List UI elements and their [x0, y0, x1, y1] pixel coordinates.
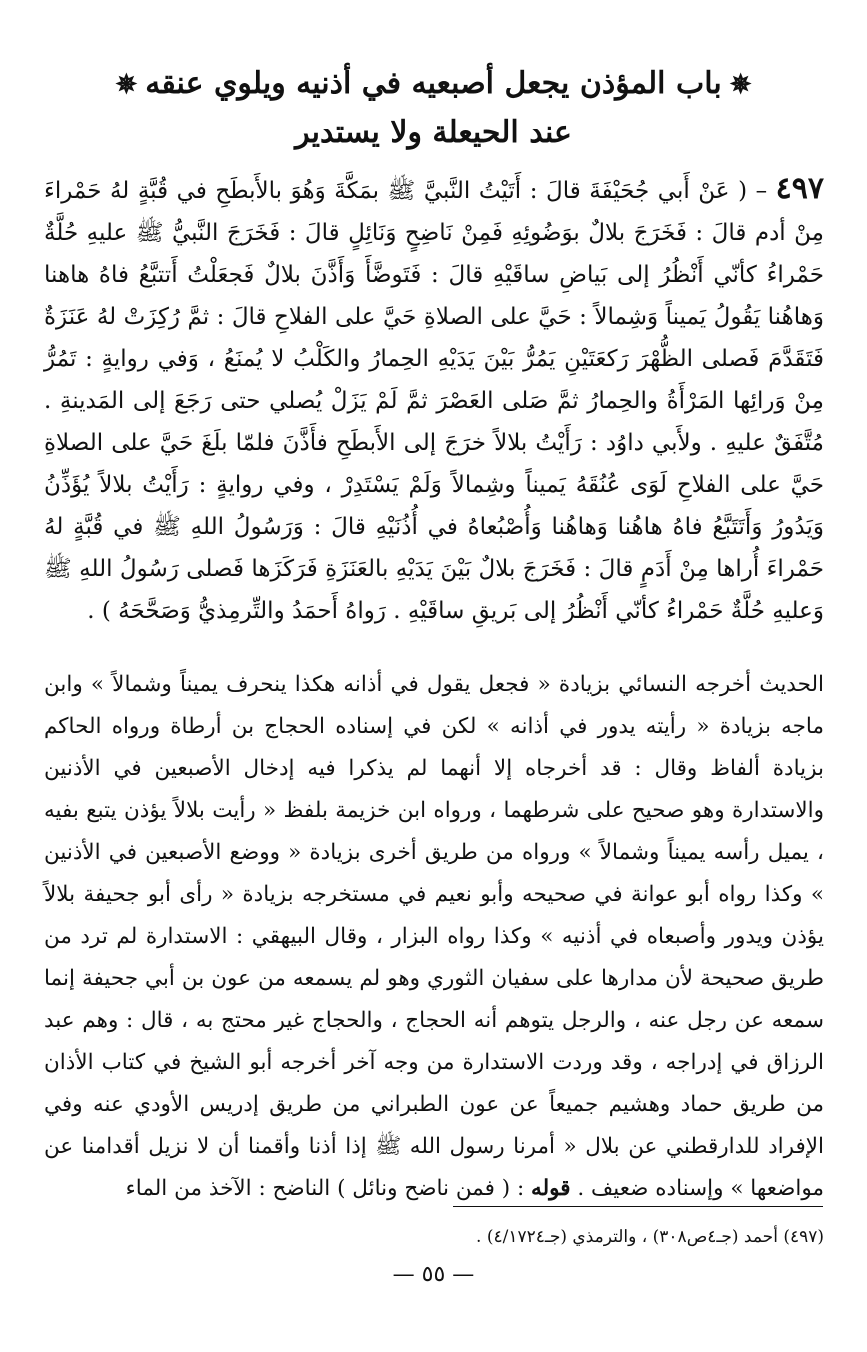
chapter-heading: [40, 60, 827, 157]
star-ornament-icon: ✵: [115, 70, 138, 100]
hadith-text: [44, 168, 824, 632]
star-ornament-icon: ✵: [729, 70, 752, 100]
qawl-text: : ( فمن ناضح ونائل ) الناضح : الآخذ من الماء: [125, 1176, 525, 1201]
chapter-heading-line-1: [40, 60, 827, 109]
qawl-label: قوله: [531, 1176, 571, 1201]
commentary-body: الحديث أخرجه النسائي بزيادة « فجعل يقول في أذانه هكذا ينحرف يميناً وشمالاً » وابن ماجه بزيادة « رأيته يدور في أذانه » لكن في إسناده الحجاج بن أرطاة ورواه الحاكم بزيادة ألفاظ وقال : قد أخرجاه إلا أنهما لم يذكرا فيه إدخال الأصبعين في الأذنين والاستدارة وهو صحيح على شرطهما ، ورواه ابن خزيمة بلفظ « رأيت بلالاً يؤذن يتبع بفيه ، يميل رأسه يميناً وشمالاً » ورواه من طريق أخرى بزيادة « ووضع الأصبعين في الأذنين » وكذا رواه أبو عوانة في صحيحه وأبو نعيم في مستخرجه بزيادة « رأى أبو جحيفة بلالاً يؤذن ويدور وأصبعاه في أذنيه » وكذا رواه البزار ، وقال البيهقي : الاستدارة لم ترد من طريق صحيحة لأن مدارها على سفيان الثوري وهو لم يسمعه من عون بن أبي جحيفة إنما سمعه عن رجل عنه ، والرجل يتوهم أنه الحجاج ، والحجاج غير محتج به ، قال : وهم عبد الرزاق في إدراجه ، وقد وردت الاستدارة من وجه آخر أخرجه أبو الشيخ في كتاب الأذان من طريق حماد وهشيم جميعاً عن عون الطبراني من طريق إدريس الأودي عنه وفي الإفراد للدارقطني عن بلال « أمرنا رسول الله ﷺ إذا أذنا وأقمنا أن لا نزيل أقدامنا عن مواضعها » وإسناده ضعيف .: [44, 672, 824, 1201]
hadith-number: ٤٩٧: [775, 171, 825, 206]
footnote-divider: [453, 1206, 823, 1207]
chapter-heading-line-2: عند الحيعلة ولا يستدير: [295, 115, 572, 150]
page-number: — ٥٥ —: [392, 1262, 475, 1287]
footnote: (٤٩٧) أحمد (جـ٤ص٣٠٨) ، والترمذي (جـ٤/١٧٢٤) .: [476, 1227, 824, 1247]
chapter-heading-text-1: باب المؤذن يجعل أصبعيه في أذنيه ويلوي عنقه: [145, 66, 722, 101]
hadith-body: – ( عَنْ أَبي جُحَيْفَةَ قالَ : أَتَيْتُ النَّبيَّ ﷺ بمَكَّةَ وَهُوَ بالأَبطَحِ في قُبَّةٍ لهُ حَمْراءَ مِنْ أدم قالَ : فَخَرَجَ بلالٌ بوَضُوئِهِ فَمِنْ نَاضِحٍ وَنَائِلٍ قالَ : فَخَرَجَ النَّبيُّ ﷺ عليهِ حُلَّةٌ حَمْراءُ كأنّي أَنْظُرُ إلى بَياضِ ساقَيْهِ قالَ : فَتَوضَّأَ وَأَذَّنَ بلالٌ فَجعَلْتُ أَتتبَّعُ فاهُ هاهنا وَهاهُنا يَقُولُ يَميناً وَشِمالاً : حَيَّ على الصلاةِ حَيَّ على الفلاحِ قالَ : ثمَّ رُكِزَتْ لهُ عَنَزَةٌ فَتَقَدَّمَ فَصلى الظُّهْرَ رَكعَتَيْنِ يَمُرُّ بَيْنَ يَدَيْهِ الحِمارُ والكَلْبُ لا يُمنَعُ ، وَفي روايةٍ : تَمُرُّ مِنْ وَرائِها المَرْأَةُ والحِمارُ ثمَّ صَلى العَصْرَ ثمَّ لَمْ يَزَلْ يُصلي حتى رَجَعَ إلى المَدينةِ . مُتَّفَقٌ عليهِ . ولأَبي داوُد : رَأَيْتُ بلالاً خرَجَ إلى الأَبطَحِ فأَذَّنَ فلمّا بلَغَ حَيَّ على الصلاةِ حَيَّ على الفلاحِ لَوَى عُنُقَهُ يَميناً وشِمالاً وَلَمْ يَسْتَدِرْ ، وفي روايةٍ : رَأَيْتُ بلالاً يُؤَذِّنُ وَيَدُورُ وَأَتَتَبَّعُ فاهُ هاهُنا وَهاهُنا وَأُصْبُعاهُ في أُذُنَيْهِ قالَ : وَرَسُولُ اللهِ ﷺ في قُبَّةٍ لهُ حَمْراءَ أُراها مِنْ أَدَمٍ قالَ : فَخَرَجَ بلالٌ بَيْنَ يَدَيْهِ بالعَنَزَةِ فَرَكَزَها فَصلى رَسُولُ اللهِ ﷺ وَعليهِ حُلَّةٌ حَمْراءُ كأنّي أَنْظُرُ إلى بَريقِ ساقَيْهِ . رَواهُ أَحمَدُ والتِّرمِذيُّ وَصَحَّحَهُ ) .: [44, 178, 824, 624]
commentary-text: [44, 664, 824, 1210]
